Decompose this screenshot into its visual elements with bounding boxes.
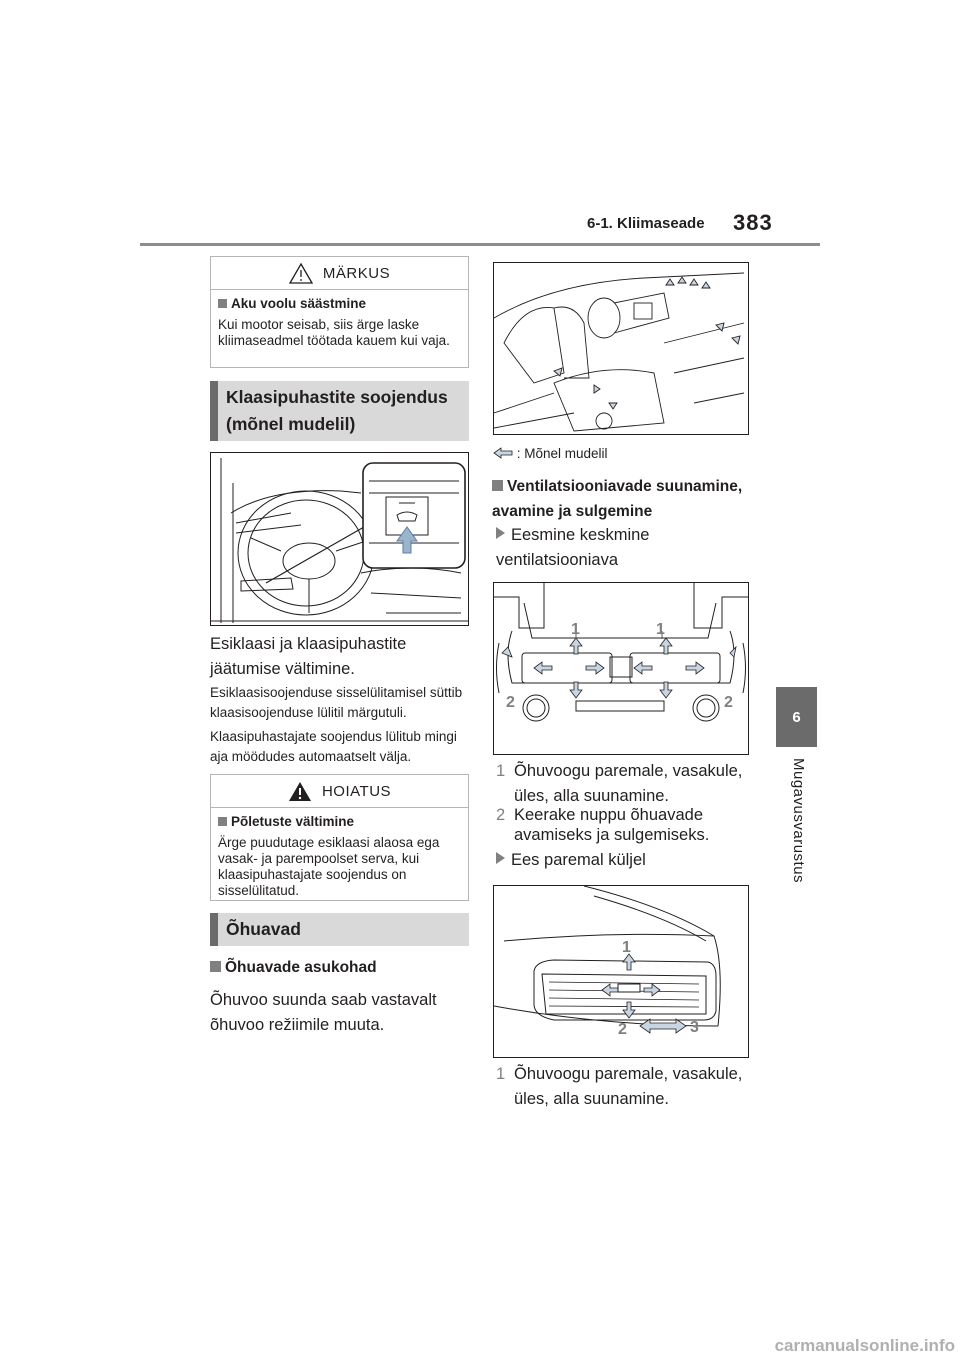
callout-1: 1 — [622, 939, 631, 956]
section-title-wiper-heater: Klaasipuhastite soojendus (mõnel mudelil) — [210, 381, 469, 441]
notice-text: Kui mootor seisab, siis ärge laske kliimaseadmel töötada kauem kui vaja. — [218, 317, 450, 348]
callout-3: 3 — [690, 1019, 699, 1036]
square-bullet-icon — [210, 961, 221, 972]
vent-locations-figure — [493, 262, 749, 435]
caution-box — [210, 774, 469, 901]
triangle-bullet-icon — [496, 852, 505, 864]
notice-subtitle: Aku voolu säästmine — [231, 296, 367, 311]
caution-subtitle: Põletuste vältimine — [231, 814, 355, 829]
right-vent-title — [496, 848, 736, 873]
caution-title: HOIATUS — [321, 782, 392, 800]
item-number: 1 — [496, 762, 506, 780]
warning-filled-icon — [288, 781, 312, 802]
vent-direction-heading-text: Ventilatsiooniavade suunamine, avamine ja sulgemine — [492, 478, 743, 520]
vent-direction-heading — [492, 474, 752, 524]
callout-2a: 2 — [506, 694, 515, 711]
vents-location-text: Õhuvoo suunda saab vastavalt õhuvoo režiimile muuta. — [210, 991, 437, 1034]
callout-2: 2 — [618, 1021, 627, 1038]
right-item-1 — [496, 1062, 756, 1112]
square-bullet-icon — [492, 480, 503, 491]
callout-2b: 2 — [724, 694, 733, 711]
wiper-heater-intro: Esiklaasi ja klaasipuhastite jäätumise vältimine. — [210, 635, 407, 678]
item-text: Keerake nuppu õhuavade avamiseks ja sulgemiseks. — [514, 806, 710, 844]
vents-location-heading-text: Õhuavade asukohad — [225, 959, 377, 976]
section-title-vents: Õhuavad — [210, 913, 469, 946]
right-vent-title-text: Ees paremal küljel — [511, 851, 646, 869]
item-text: Õhuvoogu paremale, vasakule, üles, alla suunamine. — [514, 762, 743, 805]
caution-text: Ärge puudutage esiklaasi alaosa ega vasak- ja parempoolset serva, kui klaasipuhastajate soojendus on sisselülitatud. — [218, 835, 440, 898]
center-item-1 — [496, 759, 756, 809]
page-number: 383 — [733, 210, 773, 235]
chapter-tab: 6 — [776, 687, 817, 747]
section-header: 6-1. Kliimaseade — [587, 215, 705, 232]
item-text: Õhuvoogu paremale, vasakule, üles, alla suunamine. — [514, 1065, 743, 1108]
item-number: 1 — [496, 1065, 506, 1083]
center-item-2 — [496, 805, 756, 845]
triangle-bullet-icon — [496, 527, 505, 539]
center-vent-figure — [493, 582, 749, 755]
warning-outline-icon — [289, 263, 313, 284]
header-rule — [140, 243, 820, 246]
legend-text: : Mõnel mudelil — [516, 446, 608, 461]
wiper-heater-auto-off-text: Klaasipuhastajate soojendus lülitub mingi aja möödudes automaatselt välja. — [210, 729, 457, 764]
center-vent-title — [496, 523, 736, 573]
vents-location-heading — [210, 955, 377, 980]
optional-arrow-icon — [493, 447, 513, 459]
wiper-heater-figure — [210, 452, 469, 626]
legend — [493, 446, 608, 461]
notice-box — [210, 256, 469, 368]
callout-1b: 1 — [656, 621, 665, 638]
item-number: 2 — [496, 806, 506, 824]
right-vent-figure — [493, 885, 749, 1058]
square-bullet-icon — [218, 299, 227, 308]
watermark: carmanualsonline.info — [774, 1336, 955, 1355]
center-vent-title-text: Eesmine keskmine ventilatsiooniava — [496, 526, 650, 569]
wiper-heater-indicator-text: Esiklaasisoojenduse sisselülitamisel süttib klaasisoojenduse lülitil märgutuli. — [210, 685, 463, 720]
notice-title: MÄRKUS — [322, 264, 391, 282]
square-bullet-icon — [218, 817, 227, 826]
callout-1a: 1 — [571, 621, 580, 638]
chapter-title: Mugavusvarustus — [790, 758, 807, 884]
